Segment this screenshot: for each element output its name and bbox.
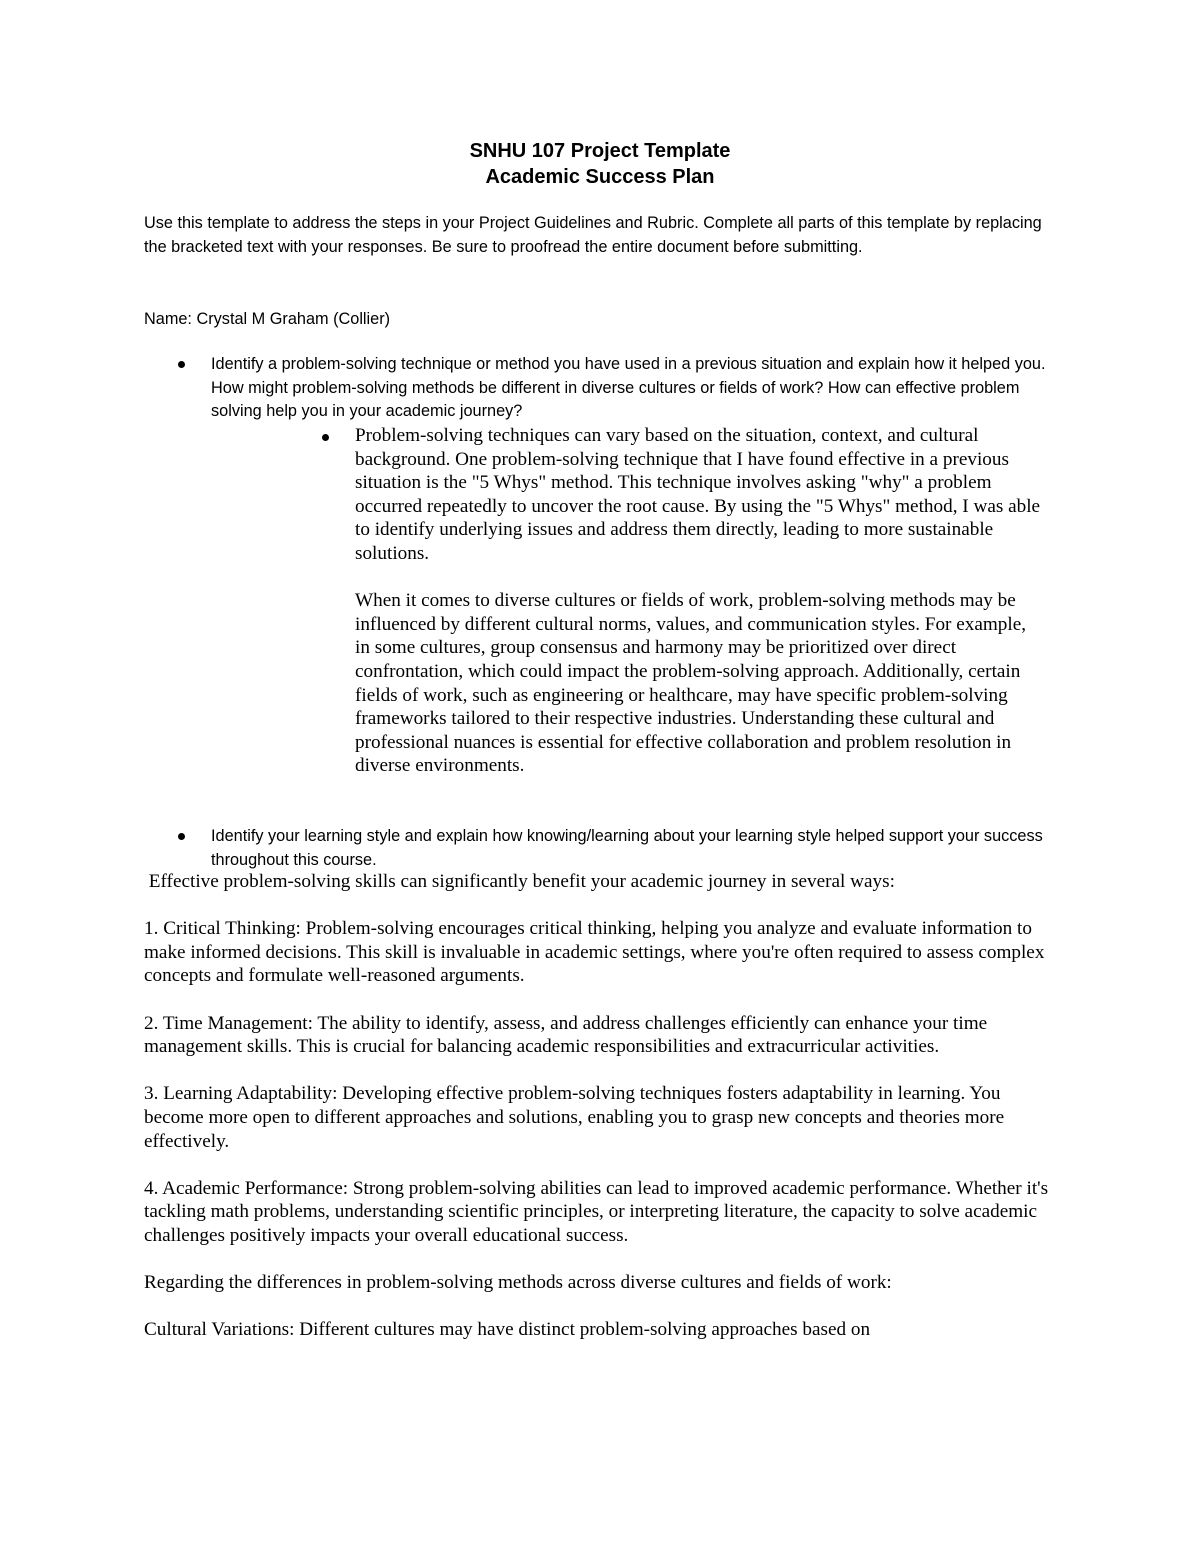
answer-paragraph: Effective problem-solving skills can significantly benefit your academic journey in several ways: — [144, 871, 895, 892]
answer-1-body — [355, 424, 1045, 778]
answer-2 — [144, 870, 1059, 1342]
question-1-prompt: Identify a problem-solving technique or method you have used in a previous situation and explain how it helped you. How might problem-solving methods be different in diverse cultures or fields of work? How can effective problem solving help you in your academic journey? — [211, 355, 1046, 420]
question-2 — [178, 825, 1058, 872]
answer-paragraph: When it comes to diverse cultures or fields of work, problem-solving methods may be influenced by different cultural norms, values, and communication styles. For example, in some cultures, group consensus and harmony may be prioritized over direct confrontation, which could impact the problem-solving approach. Additionally, certain fields of work, such as engineering or healthcare, may have specific problem-solving frameworks tailored to their respective industries. Understanding these cultural and professional nuances is essential for effective collaboration and problem resolution in diverse environments. — [355, 590, 1027, 777]
template-instructions: Use this template to address the steps in your Project Guidelines and Rubric. Complete all parts of this template by replacing the bracketed text with your responses. Be sure to proofread the entire document before submitting. — [144, 214, 1042, 256]
answer-paragraph: 3. Learning Adaptability: Developing effective problem-solving techniques fosters adaptability in learning. You become more open to different approaches and solutions, enabling you to grasp new concepts and theories more effectively. — [144, 1083, 1005, 1152]
student-name: Name: Crystal M Graham (Collier) — [144, 310, 391, 328]
question-1 — [178, 353, 1058, 424]
bullet-icon — [178, 361, 185, 368]
bullet-icon — [322, 434, 329, 441]
bullet-icon — [178, 833, 185, 840]
question-2-prompt: Identify your learning style and explain how knowing/learning about your learning style helped support your success throughout this course. — [211, 827, 1043, 869]
answer-paragraph: 4. Academic Performance: Strong problem-solving abilities can lead to improved academic performance. Whether it's tackling math problems, understanding scientific principles, or interpreting literature, the capacity to solve academic challenges positively impacts your overall educational success. — [144, 1177, 1049, 1246]
document-header — [0, 138, 1200, 190]
answer-paragraph: Regarding the differences in problem-solving methods across diverse cultures and fields of work: — [144, 1272, 892, 1294]
answer-1 — [322, 424, 1062, 778]
answer-paragraph: Cultural Variations: Different cultures may have distinct problem-solving approaches based on — [144, 1319, 871, 1341]
document-subtitle: Academic Success Plan — [485, 166, 715, 188]
document-title: SNHU 107 Project Template — [469, 140, 731, 162]
answer-paragraph: Problem-solving techniques can vary based on the situation, context, and cultural background. One problem-solving technique that I have found effective in a previous situation is the "5 Whys" method. This technique involves asking "why" a problem occurred repeatedly to uncover the root cause. By using the "5 Whys" method, I was able to identify underlying issues and address them directly, leading to more sustainable solutions. — [355, 425, 1041, 564]
answer-paragraph: 2. Time Management: The ability to identify, assess, and address challenges efficiently can enhance your time management skills. This is crucial for balancing academic responsibilities and extracurricular activities. — [144, 1012, 988, 1058]
answer-paragraph: 1. Critical Thinking: Problem-solving encourages critical thinking, helping you analyze and evaluate information to make informed decisions. This skill is invaluable in academic settings, where you're often required to assess complex concepts and formulate well-reasoned arguments. — [144, 918, 1045, 987]
